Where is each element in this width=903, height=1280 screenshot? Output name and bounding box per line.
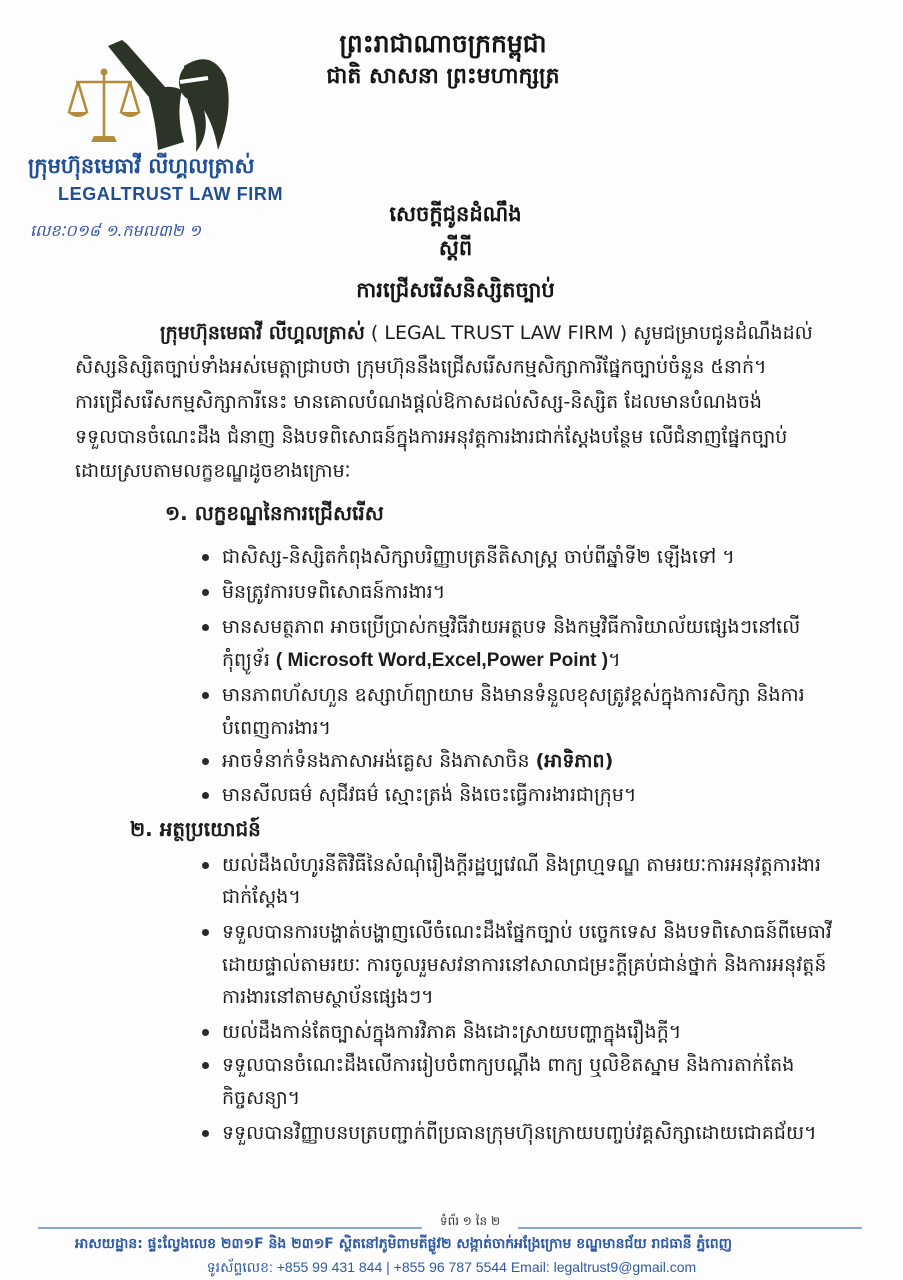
- intro-firm-name: ក្រុមហ៊ុនមេធាវី លីហ្គលត្រាស់: [160, 322, 365, 344]
- benefit-2-line-3: ការងារនៅតាមស្ថាប័នផ្សេងៗ។: [222, 986, 434, 1008]
- condition-3-tail: ។: [608, 649, 621, 671]
- notice-subject-label: ស្តីពី: [438, 236, 473, 260]
- condition-3-software: ( Microsoft Word,Excel,Power Point ): [275, 650, 609, 671]
- bullet-dot-icon: [202, 758, 209, 765]
- firm-name-khmer: ក្រុមហ៊ុនមេធាវី លីហ្គលត្រាស់: [28, 154, 255, 178]
- benefit-5: ទទួលបានវិញ្ញាបនបត្របញ្ជាក់ពីប្រធានក្រុមហ៊ុនក្រោយបញ្ចប់វគ្គសិក្សាដោយជោគជ័យ។: [222, 1122, 817, 1144]
- bullet-dot-icon: [202, 1062, 209, 1069]
- reference-number: លេខៈ០១៨ ១.កមល៣២ ១: [30, 221, 201, 240]
- bullet-dot-icon: [202, 862, 209, 869]
- intro-line-4: ទទួលបានចំណេះដឹង ជំនាញ និងបទពិសោធន៍ក្នុងការអនុវត្តការងារជាក់ស្តែងបន្ថែម លើជំនាញផ្នែកច្បាប់: [75, 426, 788, 448]
- condition-3-line-1: មានសមត្ថភាព អាចប្រើប្រាស់កម្មវិធីវាយអត្ថបទ និងកម្មវិធីការិយាល័យផ្សេងៗនៅលើ: [222, 616, 801, 638]
- benefit-1-line-1: យល់ដឹងលំហូរនីតិវិធីនៃសំណុំរឿងក្តីរដ្ឋប្បវេណី និងព្រហ្មទណ្ឌ តាមរយៈការអនុវត្តការងារ: [222, 854, 821, 876]
- condition-5-priority: (អាទិភាព): [535, 750, 614, 772]
- bullet-dot-icon: [202, 554, 209, 561]
- condition-3-line-2: [222, 645, 855, 675]
- bullet-dot-icon: [202, 792, 209, 799]
- condition-5-text: អាចទំនាក់ទំនងភាសាអង់គ្លេស និងភាសាចិន: [222, 750, 536, 772]
- condition-6: មានសីលធម៌ សុជីវធម៌ ស្មោះត្រង់ និងចេះធ្វើការងារជាក្រុម។: [222, 784, 637, 806]
- condition-4-line-1: មានភាពហ័សហួន ឧស្សាហ៍ព្យាយាម និងមានទំនួលខុសត្រូវខ្ពស់ក្នុងការសិក្សា និងការ: [222, 684, 805, 706]
- bullet-dot-icon: [202, 589, 209, 596]
- condition-4-line-2: បំពេញការងារ។: [222, 717, 332, 739]
- footer-contact: ទូរស័ព្ទលេខ: +855 99 431 844 | +855 96 787 5544 Email: legaltrust9@gmail.com: [206, 1259, 697, 1275]
- lady-justice-scales-icon: [64, 38, 234, 153]
- benefit-3: យល់ដឹងកាន់តែច្បាស់ក្នុងការវិភាគ និងដោះស្រាយបញ្ហាក្នុងរឿងក្តី។: [222, 1021, 682, 1043]
- benefit-1-line-2: ជាក់ស្តែង។: [222, 886, 301, 908]
- bullet-dot-icon: [202, 1130, 209, 1137]
- benefit-4-line-1: ទទួលបានចំណេះដឹងលើការរៀបចំពាក្យបណ្តឹង ពាក្យ ឬលិខិតស្នាម និងការតាក់តែង: [222, 1054, 795, 1076]
- benefit-2-line-1: ទទួលបានការបង្ហាត់បង្ហាញលើចំណេះដឹងផ្នែកច្បាប់ បច្ចេកទេស និងបទពិសោធន៍ពីមេធាវី: [222, 921, 832, 943]
- intro-line-5: ដោយស្របតាមលក្ខខណ្ឌដូចខាងក្រោមៈ: [75, 460, 351, 482]
- condition-2: មិនត្រូវការបទពិសោធន៍ការងារ។: [222, 581, 446, 603]
- bullet-dot-icon: [202, 929, 209, 936]
- notice-subject: ការជ្រើសរើសនិស្សិតច្បាប់: [356, 278, 555, 302]
- bullet-dot-icon: [202, 1029, 209, 1036]
- benefit-2-line-2: ដោយផ្ទាល់តាមរយៈ ការចូលរួមសវនាការនៅសាលាជម្រះក្តីគ្រប់ជាន់ថ្នាក់ និងការអនុវត្តន៍: [222, 954, 827, 976]
- intro-line-1-text: ( LEGAL TRUST LAW FIRM ) សូមជម្រាបជូនដំណឹងដល់: [364, 322, 813, 344]
- condition-3-text: កុំព្យូទ័រ: [222, 649, 276, 671]
- intro-line-3: ការជ្រើសរើសកម្មសិក្សាការីនេះ មានគោលបំណងផ្តល់ឱកាសដល់សិស្ស-និស្សិត ដែលមានបំណងចង់: [75, 391, 762, 413]
- bullet-dot-icon: [202, 692, 209, 699]
- intro-line-1: [160, 318, 855, 348]
- firm-name-english: LEGALTRUST LAW FIRM: [58, 184, 284, 204]
- intro-line-2: សិស្សនិស្សិតច្បាប់ទាំងអស់មេត្តាជ្រាបថា ក្រុមហ៊ុននឹងជ្រើសរើសកម្មសិក្សាការីផ្នែកច្បាប់ចំនួន ៥នាក់។: [75, 356, 767, 378]
- section-heading-benefits: ២. អត្ថប្រយោជន៍: [130, 817, 261, 841]
- section-heading-conditions: ១. លក្ខខណ្ឌនៃការជ្រើសរើស: [165, 501, 384, 525]
- footer-address: អាសយដ្ឋាន: ផ្ទះល្វែងលេខ ២៣១F និង ២៣១F ស្ថិតនៅភូមិពាមតីផ្លូវ២ សង្កាត់ចាក់អង្រែក្រោម ខណ្ឌមានជ័យ រាជធានី ភ្នំពេញ: [75, 1236, 732, 1252]
- notice-title: សេចក្តីជូនដំណឹង: [389, 202, 522, 226]
- condition-5: [222, 746, 855, 776]
- scales-of-justice: [69, 74, 139, 136]
- page-number: ទំព័រ ១ នៃ ២: [422, 1212, 518, 1230]
- condition-1: ជាសិស្ស-និស្សិតកំពុងសិក្សាបរិញ្ញាបត្រនីតិសាស្ត្រ ចាប់ពីឆ្នាំទី២ ឡើងទៅ ។: [222, 546, 735, 568]
- benefit-4-line-2: កិច្ចសន្យា។: [222, 1087, 301, 1109]
- bullet-dot-icon: [202, 624, 209, 631]
- national-motto: ជាតិ សាសនា ព្រះមហាក្សត្រ: [326, 64, 560, 89]
- kingdom-heading: ព្រះរាជាណាចក្រកម្ពុជា: [339, 29, 547, 58]
